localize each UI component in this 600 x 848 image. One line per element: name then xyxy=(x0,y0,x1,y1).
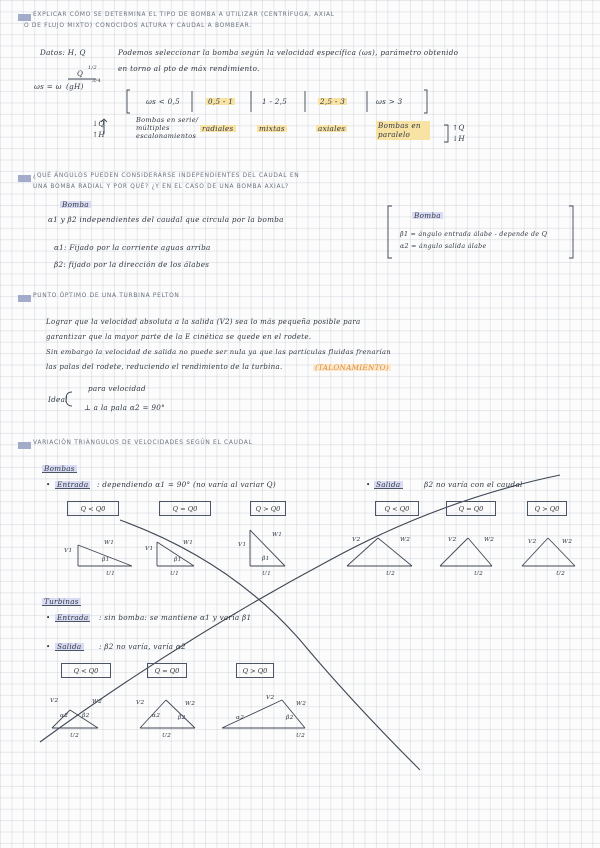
question-number-marker xyxy=(18,442,31,449)
q3-line3: Sin embargo la velocidad de salida no puede ser nula ya que las partículas fluidas frenarían xyxy=(46,348,391,356)
vec-v2: V2 xyxy=(266,695,275,701)
q4-t-salida-label: Salida xyxy=(57,642,82,651)
q4-t-entrada-label: Entrada xyxy=(57,613,89,622)
type-radiales: radiales xyxy=(202,124,234,133)
formula-denominator: (gH) xyxy=(66,82,84,91)
vec-w1: W1 xyxy=(104,540,115,546)
brace-right xyxy=(444,125,448,142)
vec-u2: U2 xyxy=(386,571,396,577)
vec-v2: V2 xyxy=(352,537,361,543)
q1-title-line1: EXPLICAR CÓMO SE DETERMINA EL TIPO DE BOMBA A UTILIZAR (CENTRÍFUGA, AXIAL xyxy=(33,12,335,18)
vec-w2: W2 xyxy=(484,537,495,543)
q1-title-line2: O DE FLUJO MIXTO) CONOCIDOS ALTURA Y CAUDAL A BOMBEAR. xyxy=(24,23,252,29)
turbina-q-less: Q < Q0 xyxy=(61,663,111,678)
bullet: • xyxy=(366,480,371,489)
bomba-entrada-q-less: Q < Q0 xyxy=(67,501,119,516)
bomba-box-right xyxy=(569,206,573,258)
vec-u2: U2 xyxy=(162,733,172,739)
vec-b1: β1 xyxy=(262,556,270,562)
range-2: 0,5 - 1 xyxy=(208,97,234,106)
q3-ideal: Ideal xyxy=(48,395,68,404)
bullet: • xyxy=(46,480,51,489)
vec-v2: V2 xyxy=(136,700,145,706)
q4-entrada-text: : dependiendo α1 = 90° (no varía al variar Q) xyxy=(97,480,276,489)
formula-numerator: Q xyxy=(77,69,84,78)
arrow-h-label: ↑H xyxy=(92,130,105,139)
bullet: • xyxy=(46,642,51,651)
q2-line1: α1 y β2 independientes del caudal que circula por la bomba xyxy=(48,215,284,224)
question-number-marker xyxy=(18,14,31,21)
vec-u1: U1 xyxy=(106,571,116,577)
q3-highlight: (TALONAMIENTO) xyxy=(315,363,389,372)
triangle-turbina-3 xyxy=(222,700,305,728)
turbina-q-greater: Q > Q0 xyxy=(236,663,274,678)
arrow-h-down-label: ↓H xyxy=(452,134,465,143)
vec-b1: β1 xyxy=(174,557,182,563)
vec-b2: β2 xyxy=(178,715,186,721)
type-mixtas: mixtas xyxy=(259,124,285,133)
bomba-salida-q-equal: Q = Q0 xyxy=(446,501,496,516)
turbina-q-equal: Q = Q0 xyxy=(147,663,187,678)
q3-line1: Lograr que la velocidad absoluta a la salida (V2) sea lo más pequeña posible para xyxy=(46,318,361,326)
q3-ideal-2: ⊥ a la pala α2 = 90° xyxy=(84,403,165,412)
q4-t-salida-text: : β2 no varía, varía α2 xyxy=(99,642,186,651)
vec-u2: U2 xyxy=(70,733,80,739)
bullet: • xyxy=(46,613,51,622)
q4-salida-label: Salida xyxy=(376,480,401,489)
range-1: ωs < 0,5 xyxy=(146,97,180,106)
range-4: 2,5 - 3 xyxy=(320,97,346,106)
q4-bombas-label: Bombas xyxy=(44,464,75,473)
q4-title: VARIACIÓN TRIÁNGULOS DE VELOCIDADES SEGÚN EL CAUDAL xyxy=(33,440,253,446)
vec-b2: β2 xyxy=(82,713,90,719)
vec-a2: α2 xyxy=(236,715,245,721)
triangle-turbina-1 xyxy=(52,710,98,728)
q2-box-line2: α2 = ángulo salida álabe xyxy=(400,243,487,250)
vec-w1: W1 xyxy=(272,532,283,538)
bomba-box-left xyxy=(388,206,392,258)
type-serie: Bombas en serie/ múltiples escalonamientos xyxy=(136,116,199,140)
vec-v1: V1 xyxy=(145,546,154,552)
vec-w2: W2 xyxy=(400,537,411,543)
vec-b2: β2 xyxy=(286,715,294,721)
q2-title-line2: UNA BOMBA RADIAL Y POR QUÉ? ¿Y EN EL CASO DE UNA BOMBA AXIAL? xyxy=(33,184,290,190)
vec-u1: U1 xyxy=(170,571,180,577)
type-paralelo: Bombas en paralelo xyxy=(376,121,430,140)
formula-exp1: 1/2 xyxy=(88,65,97,71)
range-3: 1 - 2,5 xyxy=(262,97,288,106)
vec-a2: α2 xyxy=(60,713,69,719)
vec-u2: U2 xyxy=(556,571,566,577)
vec-w2: W2 xyxy=(296,701,307,707)
question-number-marker xyxy=(18,175,31,182)
vec-v1: V1 xyxy=(64,548,73,554)
q3-title: PUNTO ÓPTIMO DE UNA TURBINA PELTON xyxy=(33,293,180,299)
q2-line2: α1: Fijado por la corriente aguas arriba xyxy=(54,243,211,252)
q4-turbinas-label: Turbinas xyxy=(44,597,79,606)
vec-v2: V2 xyxy=(448,537,457,543)
type-axiales: axiales xyxy=(318,124,346,133)
vec-w2: W2 xyxy=(92,699,103,705)
question-number-marker xyxy=(18,295,31,302)
q1-text-line1: Podemos seleccionar la bomba según la velocidad específica (ωs), parámetro obtenido xyxy=(118,48,459,57)
arrow-q-label: ↓Q xyxy=(92,119,105,128)
q4-t-entrada-text: : sin bomba: se mantiene α1 y varía β1 xyxy=(99,613,252,622)
formula-exp2: 3/4 xyxy=(92,78,101,84)
bomba-entrada-q-equal: Q = Q0 xyxy=(159,501,211,516)
q2-box-title: Bomba xyxy=(414,211,441,220)
range-bracket-left xyxy=(127,90,130,113)
vec-v2: V2 xyxy=(528,539,537,545)
bomba-entrada-q-greater: Q > Q0 xyxy=(250,501,286,516)
q3-line2: garantizar que la mayor parte de la E cinética se quede en el rodete. xyxy=(46,333,312,341)
q1-text-line2: en torno al pto de máx rendimiento. xyxy=(118,64,260,73)
vec-w1: W1 xyxy=(183,540,194,546)
q1-datos: Datos: H, Q xyxy=(40,48,86,57)
vec-w2: W2 xyxy=(562,539,573,545)
formula-lhs: ωs = ω xyxy=(34,82,62,91)
range-5: ωs > 3 xyxy=(376,97,403,106)
bomba-salida-q-less: Q < Q0 xyxy=(375,501,419,516)
q2-box-line1: β1 = ángulo entrada álabe - depende de Q xyxy=(400,231,548,238)
arrow-q-up-label: ↑Q xyxy=(452,123,465,132)
q2-bomba-label: Bomba xyxy=(62,200,89,209)
q4-salida-text: β2 no varía con el caudal xyxy=(424,480,523,489)
q2-title-line1: ¿QUÉ ÁNGULOS PUEDEN CONSIDERARSE INDEPENDIENTES DEL CAUDAL EN xyxy=(33,173,300,179)
q3-ideal-1: para velocidad xyxy=(88,384,146,393)
q2-line3: β2: fijado por la dirección de los álabes xyxy=(54,260,210,269)
q4-entrada-label: Entrada xyxy=(57,480,89,489)
range-bracket-right xyxy=(424,90,427,113)
vec-u1: U1 xyxy=(262,571,272,577)
vec-w2: W2 xyxy=(185,701,196,707)
vec-u2: U2 xyxy=(296,733,306,739)
vec-v2: V2 xyxy=(50,698,59,704)
vec-u2: U2 xyxy=(474,571,484,577)
vec-v1: V1 xyxy=(238,542,247,548)
vec-a2: α2 xyxy=(152,713,161,719)
bomba-salida-q-greater: Q > Q0 xyxy=(527,501,567,516)
vec-b1: β1 xyxy=(102,557,110,563)
q3-line4: las palas del rodete, reduciendo el rendimiento de la turbina. xyxy=(46,363,283,371)
